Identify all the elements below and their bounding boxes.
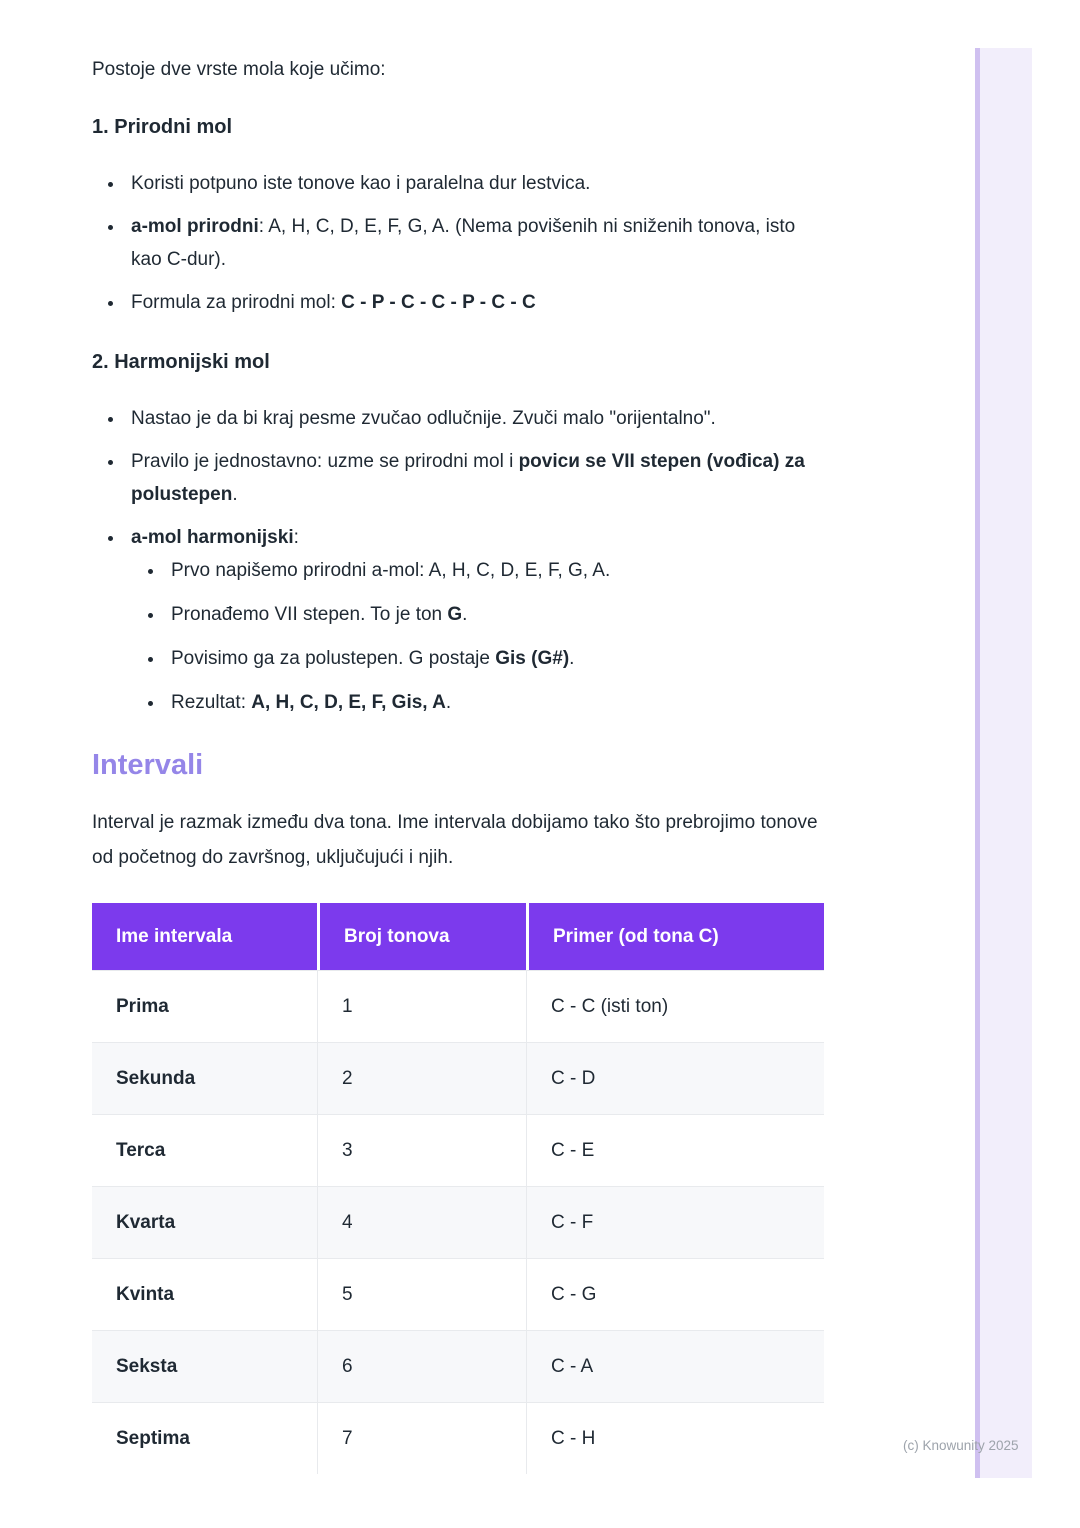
bullet-text: Rezultat: — [171, 692, 252, 713]
cell-interval-name: Kvarta — [92, 1186, 317, 1258]
bullet-item — [125, 210, 828, 276]
section-heading-intervali: Intervali — [92, 749, 204, 781]
table-row — [92, 970, 824, 1042]
bullet-text: Formula za prirodni mol: — [131, 292, 342, 313]
bullet-text-bold: a-mol harmonijski — [131, 527, 294, 548]
bullet-text: . — [462, 604, 468, 625]
cell-interval-name: Terca — [92, 1114, 317, 1186]
bullet-item — [125, 167, 828, 200]
cell-example: C - C (isti ton) — [526, 970, 824, 1042]
bullet-text: Povisimo ga za polustepen. G postaje — [171, 648, 496, 669]
table-header-row — [92, 903, 824, 970]
bullet-item — [125, 445, 828, 511]
copyright-notice: (c) Knowunity 2025 — [903, 1438, 1019, 1453]
bullet-text: Prvo napišemo prirodni a-mol: A, H, C, D, E, F, G, A. — [171, 560, 611, 581]
prirodni-bullet-list — [92, 167, 828, 319]
section-heading-harmonijski-mol: 2. Harmonijski mol — [92, 351, 270, 373]
table-row — [92, 1258, 824, 1330]
document-content — [92, 56, 828, 1474]
cell-example: C - F — [526, 1186, 824, 1258]
bullet-text: Nastao je da bi kraj pesme zvučao odlučnije. Zvuči malo "orijentalno". — [131, 408, 716, 429]
cell-interval-name: Prima — [92, 970, 317, 1042]
sub-bullet-item — [165, 642, 828, 675]
bullet-text: : A, H, C, D, E, F, G, A. (Nema povišenih ni sniženih tonova, isto kao C-dur). — [131, 216, 796, 270]
cell-interval-name: Kvinta — [92, 1258, 317, 1330]
table-row — [92, 1186, 824, 1258]
cell-tone-count: 5 — [317, 1258, 526, 1330]
bullet-text: Pravilo je jednostavno: uzme se prirodni mol i — [131, 451, 519, 472]
bullet-item — [125, 521, 828, 719]
section-heading-prirodni-mol: 1. Prirodni mol — [92, 116, 233, 138]
decorative-side-bar — [975, 48, 1032, 1478]
column-header-primer: Primer (od tona C) — [526, 903, 824, 970]
bullet-text: : — [293, 527, 299, 548]
intro-paragraph: Postoje dve vrste mola koje učimo: — [92, 59, 386, 80]
sub-bullet-item — [165, 598, 828, 631]
bullet-text-bold: A, H, C, D, E, F, Gis, A — [251, 692, 446, 713]
table-row — [92, 1114, 824, 1186]
cell-interval-name: Seksta — [92, 1330, 317, 1402]
cell-example: C - H — [526, 1402, 824, 1474]
cell-tone-count: 7 — [317, 1402, 526, 1474]
cell-example: C - A — [526, 1330, 824, 1402]
column-header-ime-intervala: Ime intervala — [92, 903, 317, 970]
bullet-text-bold: a-mol prirodni — [131, 216, 259, 237]
bullet-text: . — [445, 692, 452, 713]
sub-bullet-item — [165, 554, 828, 587]
cell-tone-count: 4 — [317, 1186, 526, 1258]
bullet-text: . — [232, 484, 238, 505]
bullet-text-bold: G — [447, 604, 463, 625]
harmonijski-sub-list — [131, 554, 828, 719]
bullet-text: Pronađemo VII stepen. To je ton — [171, 604, 448, 625]
cell-tone-count: 6 — [317, 1330, 526, 1402]
cell-interval-name: Sekunda — [92, 1042, 317, 1114]
bullet-text: . — [569, 648, 575, 669]
bullet-text-bold: povicи se VII stepen (vođica) za polustepen — [131, 451, 805, 505]
cell-tone-count: 2 — [317, 1042, 526, 1114]
bullet-item — [125, 402, 828, 435]
cell-example: C - G — [526, 1258, 824, 1330]
bullet-text: Koristi potpuno iste tonove kao i paralelna dur lestvica. — [131, 173, 591, 194]
harmonijski-bullet-list — [92, 402, 828, 719]
intervali-paragraph: Interval je razmak između dva tona. Ime intervala dobijamo tako što prebrojimo tonove od početnog do završnog, uključujući i njih. — [92, 812, 818, 868]
cell-tone-count: 1 — [317, 970, 526, 1042]
column-header-broj-tonova: Broj tonova — [317, 903, 526, 970]
sub-bullet-item — [165, 686, 828, 719]
bullet-text-bold: C - P - C - C - P - C - C — [341, 292, 536, 313]
bullet-item — [125, 286, 828, 319]
cell-tone-count: 3 — [317, 1114, 526, 1186]
cell-example: C - E — [526, 1114, 824, 1186]
cell-example: C - D — [526, 1042, 824, 1114]
table-row — [92, 1402, 824, 1474]
bullet-text-bold: Gis (G#) — [495, 648, 570, 669]
table-row — [92, 1330, 824, 1402]
intervals-table — [92, 903, 824, 1474]
cell-interval-name: Septima — [92, 1402, 317, 1474]
table-row — [92, 1042, 824, 1114]
